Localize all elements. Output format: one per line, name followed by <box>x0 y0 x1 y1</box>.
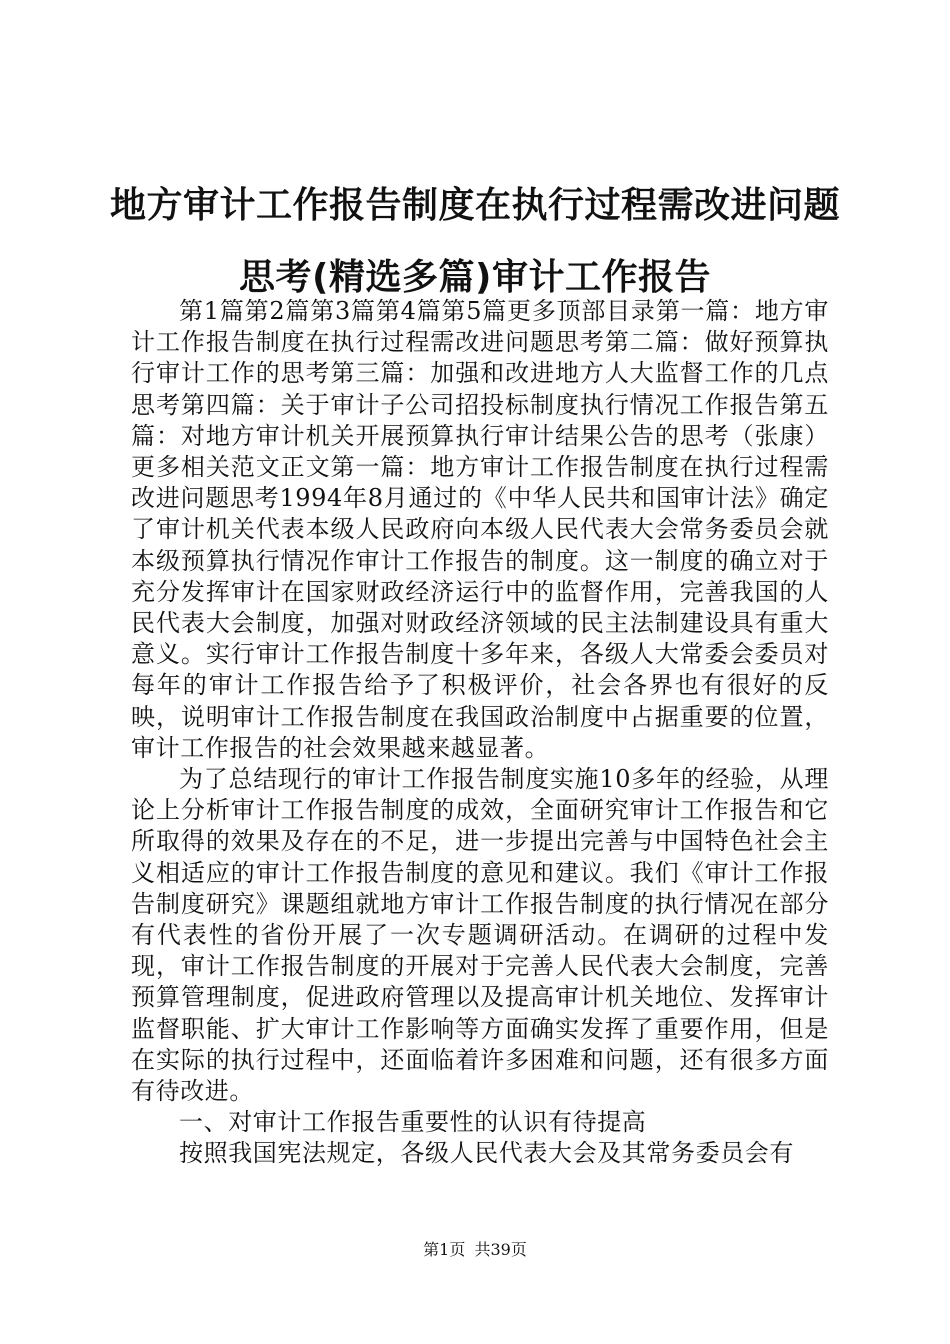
section-heading: 一、对审计工作报告重要性的认识有待提高 <box>179 1108 647 1137</box>
paragraph-2: 为了总结现行的审计工作报告制度实施10多年的经验，从理论上分析审计工作报告制度的成效，全面研究审计工作报告和它所取得的效果及存在的不足，进一步提出完善与中国特色社会主义相适应的审计工作报告制度的意见和建议。我们《审计工作报告制度研究》课题组就地方审计工作报告制度的执行情况在部分有代表性的省份开展了一次专题调研活动。在调研的过程中发现，审计工作报告制度的开展对于完善人民代表大会制度，完善预算管理制度，促进政府管理以及提高审计机关地位、发挥审计监督职能、扩大审计工作影响等方面确实发挥了重要作用，但是在实际的执行过程中，还面临着许多困难和问题，还有很多方面有待改进。 <box>131 765 829 1106</box>
page-footer <box>0 1240 950 1260</box>
paragraph-1: 第1篇第2篇第3篇第4篇第5篇更多顶部目录第一篇：地方审计工作报告制度在执行过程需改进问题思考第二篇：做好预算执行审计工作的思考第三篇：加强和改进地方人大监督工作的几点思考第四篇：关于审计子公司招投标制度执行情况工作报告第五篇：对地方审计机关开展预算执行审计结果公告的思考（张康）更多相关范文正文第一篇：地方审计工作报告制度在执行过程需改进问题思考1994年8月通过的《中华人民共和国审计法》确定了审计机关代表本级人民政府向本级人民代表大会常务委员会就本级预算执行情况作审计工作报告的制度。这一制度的确立对于充分发挥审计在国家财政经济运行中的监督作用，完善我国的人民代表大会制度，加强对财政经济领域的民主法制建设具有重大意义。实行审计工作报告制度十多年来，各级人大常委会委员对每年的审计工作报告给予了积极评价，社会各界也有很好的反映，说明审计工作报告制度在我国政治制度中占据重要的位置，审计工作报告的社会效果越来越显著。 <box>131 297 829 762</box>
title-line-2: 思考(精选多篇)审计工作报告 <box>239 257 711 298</box>
title-line-1: 地方审计工作报告制度在执行过程需改进问题 <box>109 185 840 226</box>
page-number: 第1页 <box>423 1240 466 1259</box>
paragraph-3: 按照我国宪法规定，各级人民代表大会及其常务委员会有 <box>179 1139 794 1168</box>
document-title <box>100 170 850 314</box>
total-pages: 共39页 <box>474 1240 527 1259</box>
document-body <box>131 296 829 1170</box>
